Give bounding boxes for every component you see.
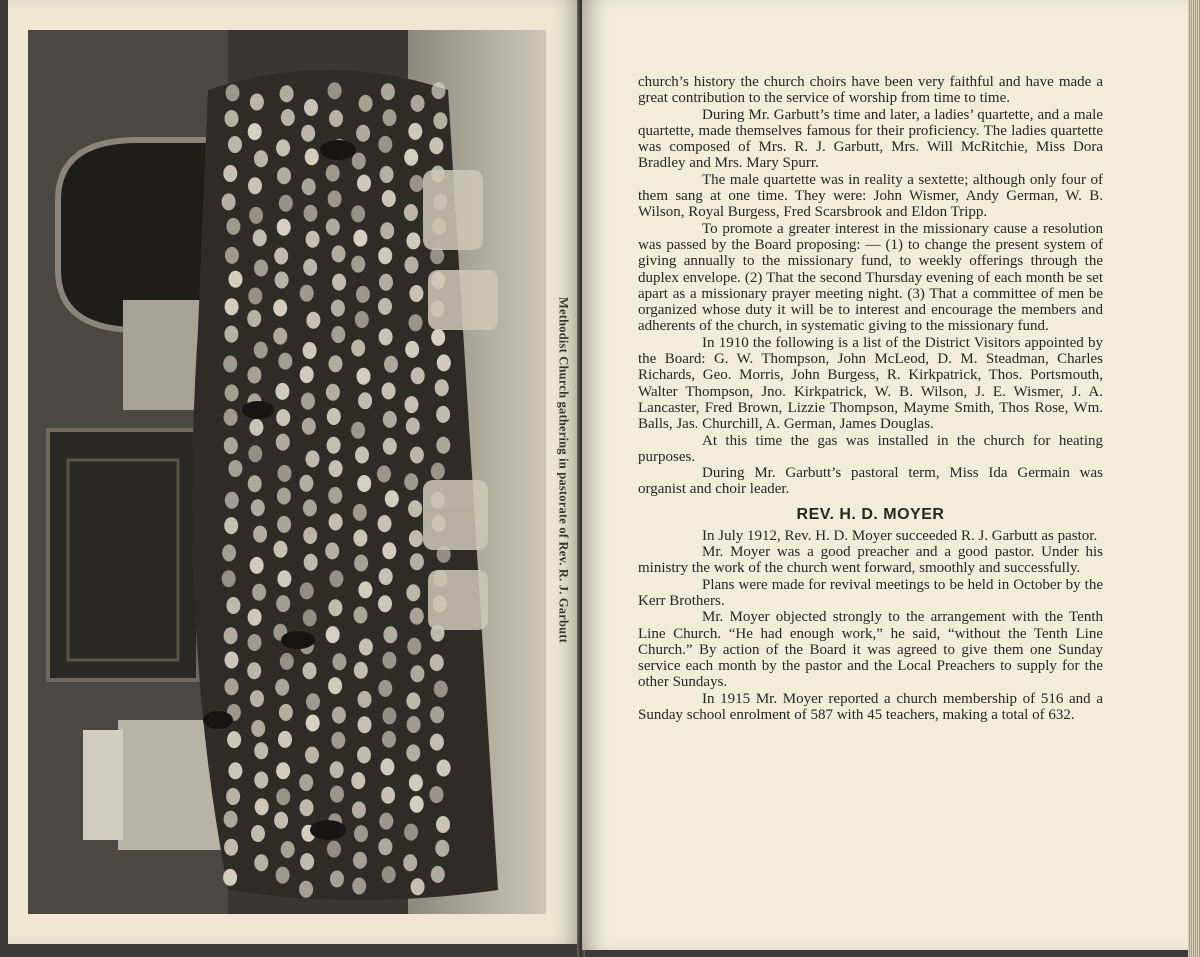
face-mark	[409, 530, 423, 547]
face-mark	[225, 384, 239, 401]
face-mark	[330, 761, 344, 778]
face-mark	[281, 841, 295, 858]
face-mark	[248, 634, 262, 651]
face-mark	[382, 542, 396, 559]
text-column	[638, 74, 1103, 723]
face-mark	[248, 609, 262, 626]
face-mark	[410, 175, 424, 192]
face-mark	[380, 166, 394, 183]
face-mark	[411, 878, 425, 895]
face-mark	[410, 447, 424, 464]
face-mark	[225, 652, 239, 669]
face-mark	[434, 681, 448, 698]
face-mark	[382, 190, 396, 207]
face-mark	[409, 285, 423, 302]
paragraph: Mr. Moyer was a good preacher and a good pastor. Under his ministry the work of the church went forward, smoothly and successfully.	[638, 544, 1103, 577]
face-mark	[410, 665, 424, 682]
face-mark	[436, 816, 450, 833]
face-mark	[248, 177, 262, 194]
face-mark	[431, 463, 445, 480]
face-mark	[301, 393, 315, 410]
face-mark	[224, 326, 238, 343]
face-mark	[306, 693, 320, 710]
face-mark	[248, 288, 262, 305]
face-mark	[357, 747, 371, 764]
face-mark	[378, 515, 392, 532]
face-mark	[329, 355, 343, 372]
face-mark	[306, 450, 320, 467]
face-mark	[303, 342, 317, 359]
face-mark	[278, 731, 292, 748]
face-mark	[379, 274, 393, 291]
face-mark	[404, 473, 418, 490]
face-mark	[430, 706, 444, 723]
face-mark	[276, 788, 290, 805]
paragraph: In 1915 Mr. Moyer reported a church membership of 516 and a Sunday school enrolment of 587 with 45 teachers, making a total of 632.	[638, 690, 1103, 723]
face-mark	[253, 229, 267, 246]
face-mark	[280, 653, 294, 670]
face-mark	[409, 314, 423, 331]
face-mark	[224, 839, 238, 856]
face-mark	[408, 500, 422, 517]
face-mark	[248, 123, 262, 140]
face-mark	[277, 570, 291, 587]
face-mark	[277, 219, 291, 236]
face-mark	[382, 652, 396, 669]
face-mark	[383, 411, 397, 428]
face-mark	[254, 150, 268, 167]
face-mark	[379, 328, 393, 345]
face-mark	[432, 82, 446, 99]
face-mark	[250, 94, 264, 111]
face-mark	[300, 582, 314, 599]
face-mark	[275, 383, 289, 400]
face-mark	[381, 83, 395, 100]
face-mark	[332, 707, 346, 724]
face-mark	[329, 460, 343, 477]
face-mark	[381, 787, 395, 804]
paragraph: church’s history the church choirs have been very faithful and have made a great contribution to the service of worship from time to time.	[638, 74, 1103, 107]
face-mark	[325, 542, 339, 559]
face-mark	[305, 747, 319, 764]
face-mark	[274, 248, 288, 265]
face-mark	[278, 465, 292, 482]
face-mark	[306, 312, 320, 329]
face-mark	[226, 597, 240, 614]
face-mark	[408, 123, 422, 140]
face-mark	[430, 654, 444, 671]
face-mark	[354, 825, 368, 842]
face-mark	[254, 772, 268, 789]
face-mark	[226, 84, 240, 101]
face-mark	[429, 137, 443, 154]
face-mark	[225, 678, 239, 695]
face-mark	[384, 356, 398, 373]
face-mark	[405, 257, 419, 274]
section-heading: REV. H. D. MOYER	[796, 505, 945, 523]
paragraph: In July 1912, Rev. H. D. Moyer succeeded R. J. Garbutt as pastor.	[702, 527, 1098, 544]
face-mark	[328, 677, 342, 694]
face-mark	[327, 841, 341, 858]
face-mark	[278, 353, 292, 370]
face-mark	[409, 774, 423, 791]
face-mark	[359, 639, 373, 656]
face-mark	[276, 595, 290, 612]
face-mark	[300, 799, 314, 816]
face-mark	[436, 437, 450, 454]
face-mark	[329, 514, 343, 531]
face-mark	[404, 149, 418, 166]
face-mark	[274, 541, 288, 558]
face-mark	[437, 760, 451, 777]
face-mark	[359, 95, 373, 112]
face-mark	[326, 626, 340, 643]
face-mark	[299, 774, 313, 791]
face-mark	[226, 218, 240, 235]
face-mark	[352, 153, 366, 170]
face-mark	[354, 607, 368, 624]
face-mark	[251, 720, 265, 737]
face-mark	[377, 465, 391, 482]
face-mark	[248, 475, 262, 492]
face-mark	[279, 704, 293, 721]
face-mark	[251, 825, 265, 842]
face-mark	[224, 811, 238, 828]
face-mark	[276, 434, 290, 451]
face-mark	[228, 136, 242, 153]
face-mark	[407, 716, 421, 733]
face-mark	[299, 881, 313, 898]
group-photo-drawing	[28, 30, 546, 914]
face-mark	[380, 758, 394, 775]
face-mark	[378, 298, 392, 315]
face-mark	[406, 744, 420, 761]
face-mark	[252, 584, 266, 601]
face-mark	[433, 112, 447, 129]
face-mark	[225, 247, 239, 264]
face-mark	[224, 409, 238, 426]
face-mark	[410, 608, 424, 625]
paragraph: Mr. Moyer objected strongly to the arrangement with the Tenth Line Church. “He had enough work,” he said, “without the Tenth Line Church.” By action of the Board it was agreed to give them one Sunday service each month by the pastor and the Local Preachers to supply for the other Sundays.	[638, 609, 1103, 691]
face-mark	[353, 504, 367, 521]
face-mark	[277, 488, 291, 505]
face-mark	[254, 260, 268, 277]
face-mark	[411, 95, 425, 112]
face-mark	[275, 679, 289, 696]
page-edges	[1188, 0, 1200, 957]
face-mark	[276, 867, 290, 884]
face-mark	[357, 368, 371, 385]
face-mark	[379, 813, 393, 830]
face-mark	[437, 354, 451, 371]
face-mark	[304, 205, 318, 222]
face-mark	[331, 300, 345, 317]
face-mark	[274, 812, 288, 829]
face-mark	[332, 245, 346, 262]
face-mark	[435, 840, 449, 857]
face-mark	[354, 662, 368, 679]
face-mark	[222, 570, 236, 587]
face-mark	[247, 662, 261, 679]
face-mark	[383, 438, 397, 455]
face-mark	[276, 762, 290, 779]
face-mark	[351, 422, 365, 439]
face-mark	[276, 409, 290, 426]
face-mark	[300, 285, 314, 302]
face-mark	[229, 271, 243, 288]
face-mark	[248, 445, 262, 462]
face-mark	[224, 627, 238, 644]
face-mark	[351, 205, 365, 222]
face-mark	[378, 136, 392, 153]
face-mark	[378, 247, 392, 264]
face-mark	[254, 854, 268, 871]
face-mark	[250, 690, 264, 707]
face-mark	[249, 419, 263, 436]
face-mark	[385, 490, 399, 507]
face-mark	[405, 341, 419, 358]
face-mark	[328, 599, 342, 616]
face-mark	[277, 167, 291, 184]
face-mark	[383, 109, 397, 126]
face-mark	[328, 190, 342, 207]
face-mark	[226, 788, 240, 805]
face-mark	[303, 609, 317, 626]
face-mark	[410, 553, 424, 570]
face-mark	[378, 595, 392, 612]
paragraph: At this time the gas was installed in the church for heating purposes.	[638, 432, 1103, 465]
face-mark	[407, 638, 421, 655]
face-mark	[227, 731, 241, 748]
face-mark	[358, 581, 372, 598]
face-mark	[302, 178, 316, 195]
face-mark	[328, 82, 342, 99]
face-mark	[223, 165, 237, 182]
face-mark	[329, 110, 343, 127]
face-mark	[355, 447, 369, 464]
face-mark	[431, 866, 445, 883]
face-mark	[273, 328, 287, 345]
face-mark	[302, 418, 316, 435]
face-mark	[225, 492, 239, 509]
face-mark	[224, 517, 238, 534]
face-mark	[300, 853, 314, 870]
paragraph: The male quartette was in reality a sextette; although only four of them sang at one time. They were: John Wismer, Andy German, W. B. Wilson, Royal Burgess, Fred Scarsbrook and Eldon Tripp.	[638, 171, 1103, 221]
face-mark	[332, 274, 346, 291]
face-mark	[327, 437, 341, 454]
face-mark	[277, 516, 291, 533]
face-mark	[225, 110, 239, 127]
face-mark	[430, 734, 444, 751]
face-mark	[300, 366, 314, 383]
face-mark	[380, 222, 394, 239]
face-mark	[403, 854, 417, 871]
face-mark	[405, 396, 419, 413]
face-mark	[303, 527, 317, 544]
face-mark	[273, 299, 287, 316]
face-mark	[223, 869, 237, 886]
face-mark	[275, 272, 289, 289]
face-mark	[253, 526, 267, 543]
face-mark	[306, 231, 320, 248]
face-mark	[254, 342, 268, 359]
face-mark	[351, 256, 365, 273]
face-mark	[331, 326, 345, 343]
face-mark	[330, 786, 344, 803]
face-mark	[254, 742, 268, 759]
face-mark	[430, 786, 444, 803]
face-mark	[353, 230, 367, 247]
face-mark	[406, 584, 420, 601]
face-mark	[352, 878, 366, 895]
face-mark	[357, 175, 371, 192]
face-mark	[251, 499, 265, 516]
face-mark	[356, 286, 370, 303]
face-mark	[354, 555, 368, 572]
face-mark	[356, 125, 370, 142]
face-mark	[305, 148, 319, 165]
face-mark	[404, 204, 418, 221]
face-mark	[228, 762, 242, 779]
face-mark	[326, 219, 340, 236]
face-mark	[224, 437, 238, 454]
paragraphs-after-heading	[638, 528, 1103, 724]
face-mark	[222, 544, 236, 561]
paragraph: To promote a greater interest in the missionary cause a resolution was passed by the Board proposing: — (1) to change the present system of giving annually to the missionary fund, to weekly offerings through the duplex envelope. (2) That the second Thursday evening of each month be set apart as a missionary prayer meeting night. (3) That a committee of men be organized whose duty it will be to interest and encourage the members and adherents of the church, in systematic giving to the missionary fund.	[638, 220, 1103, 335]
paragraphs-before-heading	[638, 74, 1103, 498]
face-mark	[379, 568, 393, 585]
face-mark	[250, 557, 264, 574]
face-mark	[326, 384, 340, 401]
paragraph: In 1910 the following is a list of the District Visitors appointed by the Board: G. W. Thompson, John McLeod, D. M. Steadman, Charles Richards, Geo. Morris, John Burgess, R. Kirkpatrick, Thos. Portsmouth, Walter Thompson, Jno. Kirkpatrick, W. B. Wilson, J. E. Wismer, J. A. Lancaster, Fred Brown, Lizzie Thompson, Mayme Smith, Thos Rose, Wm. Balls, Jas. Churchill, A. German, James Douglas.	[638, 334, 1103, 433]
face-mark	[351, 772, 365, 789]
face-mark	[303, 499, 317, 516]
face-mark	[304, 554, 318, 571]
face-mark	[353, 530, 367, 547]
face-mark	[303, 259, 317, 276]
face-mark	[228, 460, 242, 477]
photo-caption: Methodist Church gathering in pastorate of Rev. R. J. Garbutt	[556, 297, 571, 643]
face-mark	[280, 85, 294, 102]
face-mark	[279, 195, 293, 212]
face-mark	[247, 367, 261, 384]
face-mark	[404, 824, 418, 841]
face-mark	[329, 570, 343, 587]
face-mark	[383, 626, 397, 643]
face-mark	[358, 716, 372, 733]
paragraph: During Mr. Garbutt’s time and later, a ladies’ quartette, and a male quartette, made themselves famous for their proficiency. The ladies quartette was composed of Mrs. R. J. Garbutt, Mrs. Will McRitchie, Miss Dora Bradley and Mrs. Mary Spurr.	[638, 106, 1103, 172]
paragraph: During Mr. Garbutt’s pastoral term, Miss Ida Germain was organist and choir leader.	[638, 465, 1103, 498]
face-mark	[355, 311, 369, 328]
face-mark	[436, 406, 450, 423]
face-mark	[222, 193, 236, 210]
face-mark	[247, 310, 261, 327]
face-mark	[327, 408, 341, 425]
face-mark	[406, 418, 420, 435]
face-mark	[406, 232, 420, 249]
face-mark	[358, 392, 372, 409]
face-mark	[331, 732, 345, 749]
face-mark	[352, 801, 366, 818]
group-photo	[28, 30, 546, 914]
face-mark	[281, 109, 295, 126]
face-mark	[431, 329, 445, 346]
face-mark	[410, 796, 424, 813]
face-mark	[223, 356, 237, 373]
face-mark	[332, 653, 346, 670]
face-mark	[382, 707, 396, 724]
face-mark	[299, 475, 313, 492]
face-mark	[353, 852, 367, 869]
face-mark	[255, 798, 269, 815]
face-mark	[306, 715, 320, 732]
face-mark	[351, 340, 365, 357]
face-mark	[406, 692, 420, 709]
face-mark	[435, 379, 449, 396]
face-mark	[225, 298, 239, 315]
face-mark	[382, 731, 396, 748]
face-mark	[358, 691, 372, 708]
face-mark	[378, 838, 392, 855]
face-mark	[304, 99, 318, 116]
face-mark	[276, 139, 290, 156]
paragraph: Plans were made for revival meetings to be held in October by the Kerr Brothers.	[638, 576, 1103, 609]
face-mark	[303, 662, 317, 679]
face-mark	[249, 207, 263, 224]
face-mark	[382, 382, 396, 399]
face-mark	[357, 475, 371, 492]
face-mark	[301, 125, 315, 142]
face-mark	[328, 487, 342, 504]
face-mark	[330, 870, 344, 887]
face-mark	[411, 367, 425, 384]
face-mark	[382, 866, 396, 883]
face-mark	[378, 680, 392, 697]
face-mark	[326, 165, 340, 182]
